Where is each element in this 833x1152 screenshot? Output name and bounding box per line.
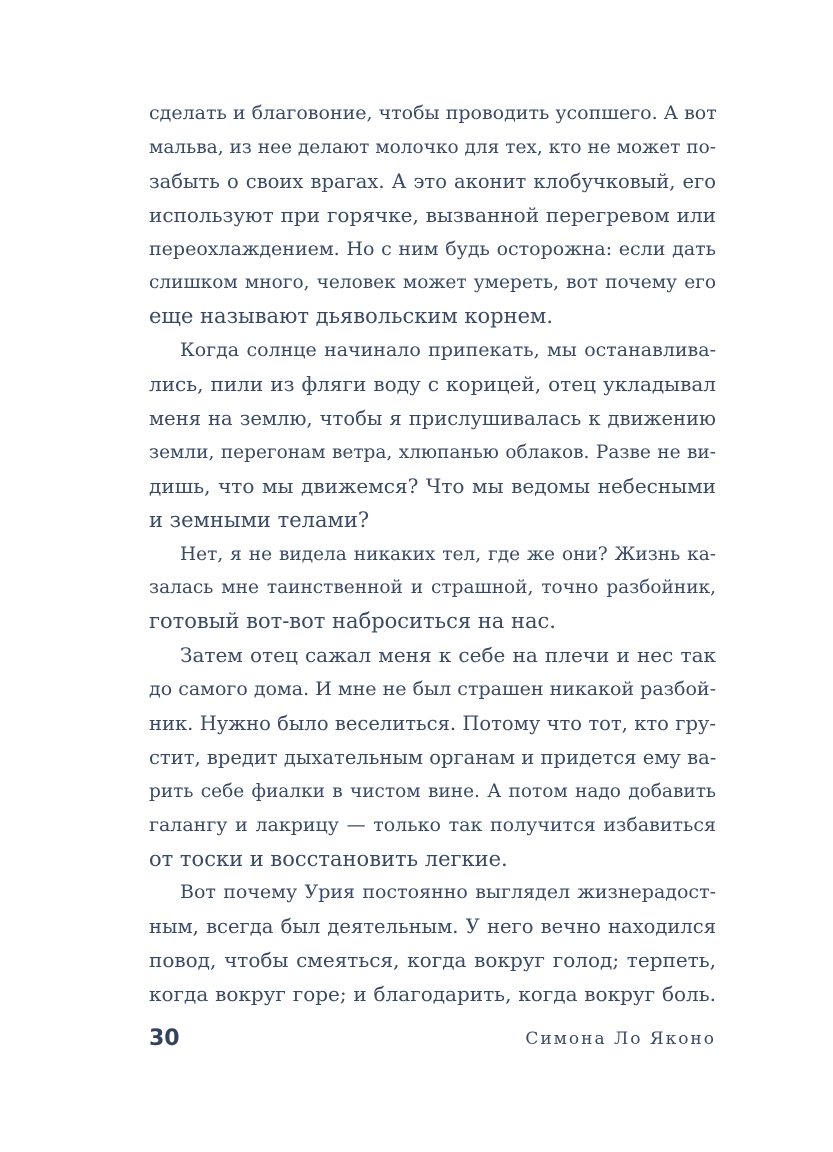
text-line: галангу и лакрицу — только так получится избавиться (149, 813, 716, 836)
text-line: используют при горячке, вызванной перегревом или (149, 202, 716, 227)
text-line: лись, пили из фляги воду с корицей, отец укладывал (149, 372, 716, 397)
text-line: меня на землю, чтобы я прислушивалась к движению (149, 407, 716, 431)
text-line: стит, вредит дыхательным органам и придется ему ва- (149, 745, 717, 769)
text-line: дишь, что мы движемся? Что мы ведомы небесными (149, 473, 716, 498)
text-line: до самого дома. И мне не был страшен никакой разбой- (149, 678, 716, 701)
text-line: ник. Нужно было веселиться. Потому что тот, кто гру- (149, 712, 716, 736)
text-line: когда вокруг горе; и благодарить, когда вокруг боль. (149, 982, 716, 1007)
text-line: мальва, из нее делают молочко для тех, кто не может по- (149, 136, 716, 158)
body-text (149, 97, 716, 1012)
page-footer (149, 1024, 716, 1054)
text-line: Нет, я не видела никаких тел, где же они? Жизнь ка- (180, 543, 716, 565)
text-line: залась мне таинственной и страшной, точно разбойник, (149, 577, 716, 599)
page-number: 30 (149, 1026, 180, 1051)
text-line: от тоски и восстановить легкие. (149, 846, 508, 871)
text-line: Когда солнце начинало припекать, мы останавлива- (180, 339, 716, 362)
text-line: повод, чтобы смеяться, когда вокруг голод; терпеть, (149, 948, 716, 973)
running-head-author: Симона Ло Яконо (525, 1029, 716, 1049)
text-line: забыть о своих врагах. А это аконит клобучковый, его (149, 169, 716, 193)
text-line: еще называют дьявольским корнем. (149, 304, 554, 329)
text-line: Затем отец сажал меня к себе на плечи и нес так (180, 643, 716, 668)
text-line: рить себе фиалки в чистом вине. А потом надо добавить (149, 780, 716, 802)
text-line: земли, перегонам ветра, хлюпанью облаков. Разве не ви- (149, 441, 716, 463)
text-line: слишком много, человек может умереть, вот почему его (149, 272, 716, 294)
text-line: сделать и благовоние, чтобы проводить усопшего. А вот (149, 102, 717, 124)
text-line: и земными телами? (149, 507, 370, 532)
text-line: Вот почему Урия постоянно выглядел жизнерадост- (180, 881, 716, 904)
text-line: переохлаждением. Но с ним будь осторожна: если дать (149, 237, 716, 260)
text-line: ным, всегда был деятельным. У него вечно находился (149, 915, 716, 939)
text-line: готовый вот-вот наброситься на нас. (149, 609, 556, 634)
